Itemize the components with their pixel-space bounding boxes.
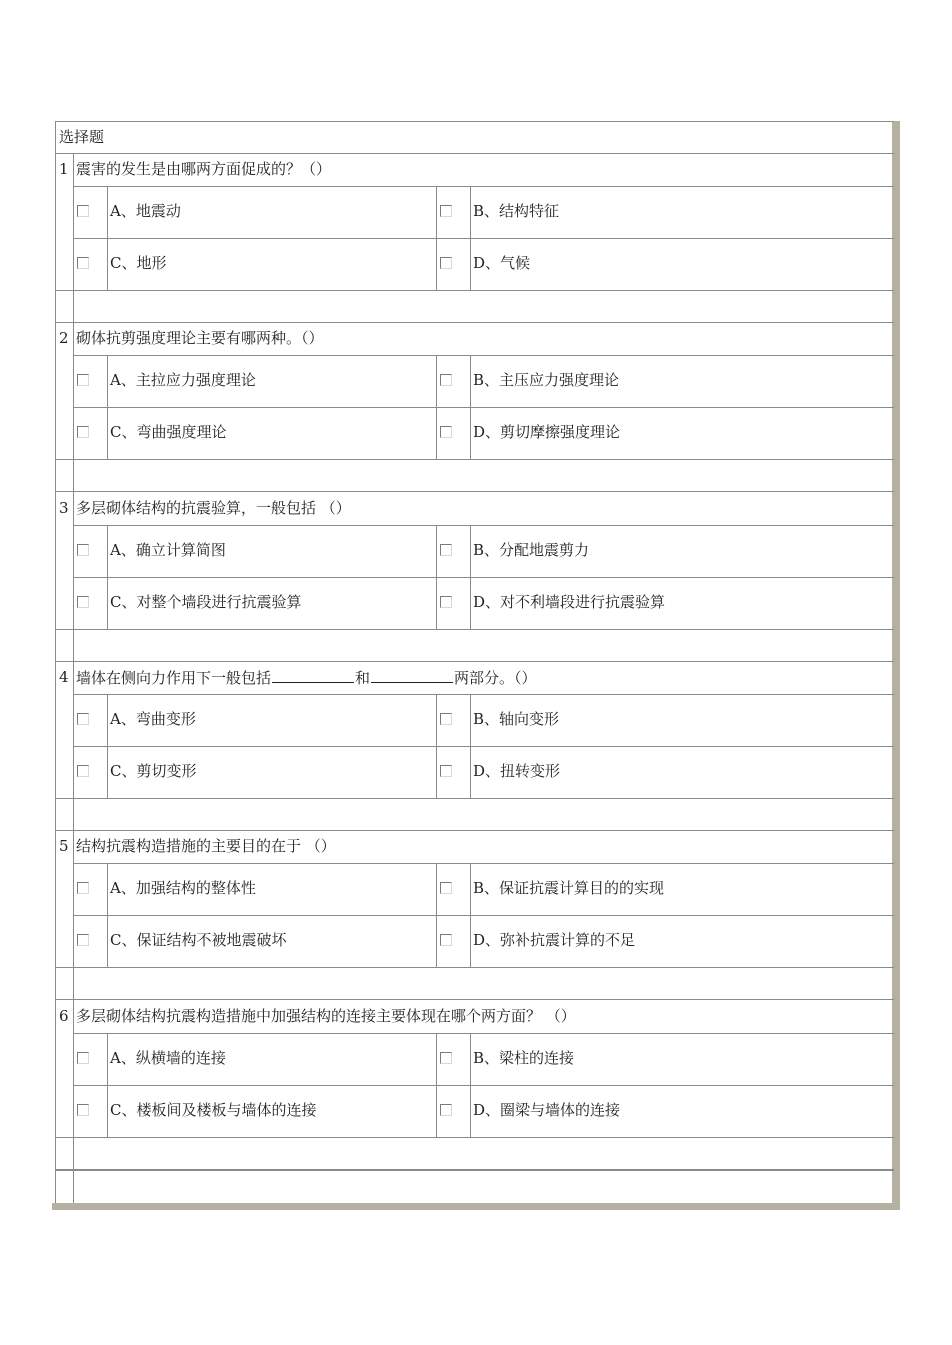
table-rule	[73, 1085, 894, 1086]
table-rule	[73, 863, 894, 864]
table-rule	[107, 863, 108, 967]
question-number: 4	[59, 668, 69, 686]
option-label: A、加强结构的整体性	[110, 879, 256, 897]
table-rule	[73, 492, 74, 661]
option-label: C、保证结构不被地震破坏	[110, 931, 287, 949]
table-rule	[73, 694, 894, 695]
table-rule	[436, 186, 437, 290]
option-checkbox[interactable]	[440, 713, 452, 725]
question-number: 5	[59, 837, 69, 855]
table-rule	[107, 694, 108, 798]
option-checkbox[interactable]	[77, 544, 89, 556]
sheet-shadow-right	[892, 121, 900, 1210]
table-rule	[73, 525, 894, 526]
question-number: 1	[59, 160, 69, 178]
option-checkbox[interactable]	[77, 934, 89, 946]
table-rule	[73, 577, 894, 578]
option-label: D、气候	[473, 254, 531, 272]
option-checkbox[interactable]	[440, 374, 452, 386]
table-rule	[73, 661, 74, 830]
option-checkbox[interactable]	[440, 1104, 452, 1116]
table-rule	[73, 746, 894, 747]
question-text-part: 和	[355, 669, 371, 687]
table-rule	[470, 525, 471, 629]
fill-in-blank	[371, 667, 453, 683]
option-checkbox[interactable]	[440, 882, 452, 894]
option-label: D、弥补抗震计算的不足	[473, 931, 636, 949]
table-rule	[55, 830, 894, 831]
table-rule	[73, 355, 894, 356]
option-label: B、分配地震剪力	[473, 541, 590, 559]
table-rule	[55, 798, 894, 799]
table-rule	[73, 830, 74, 999]
table-rule	[436, 1033, 437, 1137]
table-rule	[55, 121, 894, 122]
table-rule	[107, 186, 108, 290]
table-rule	[55, 153, 894, 154]
option-checkbox[interactable]	[77, 257, 89, 269]
question-text: 砌体抗剪强度理论主要有哪两种。（）	[76, 329, 324, 347]
table-rule	[73, 407, 894, 408]
fill-in-blank	[272, 667, 354, 683]
option-label: B、保证抗震计算目的的实现	[473, 879, 665, 897]
option-label: C、楼板间及楼板与墙体的连接	[110, 1101, 317, 1119]
table-rule	[55, 491, 894, 492]
table-rule	[436, 863, 437, 967]
option-checkbox[interactable]	[77, 882, 89, 894]
table-rule	[55, 322, 894, 323]
table-rule	[55, 121, 56, 1203]
option-label: B、轴向变形	[473, 710, 560, 728]
table-rule	[73, 322, 74, 491]
option-checkbox[interactable]	[440, 426, 452, 438]
option-checkbox[interactable]	[440, 1052, 452, 1064]
option-label: A、弯曲变形	[110, 710, 196, 728]
table-rule	[73, 1169, 74, 1203]
option-checkbox[interactable]	[77, 205, 89, 217]
question-text-part: 墙体在侧向力作用下一般包括	[76, 669, 272, 687]
option-label: B、主压应力强度理论	[473, 371, 620, 389]
table-rule	[55, 290, 894, 291]
option-label: C、剪切变形	[110, 762, 197, 780]
table-rule	[107, 525, 108, 629]
option-checkbox[interactable]	[440, 765, 452, 777]
question-number: 6	[59, 1007, 69, 1025]
table-rule	[73, 238, 894, 239]
question-text: 震害的发生是由哪两方面促成的？（）	[76, 160, 332, 178]
table-rule	[55, 661, 894, 662]
table-rule	[107, 355, 108, 459]
option-checkbox[interactable]	[440, 596, 452, 608]
option-label: D、扭转变形	[473, 762, 561, 780]
question-text: 多层砌体结构的抗震验算，一般包括 （）	[76, 499, 351, 517]
table-rule	[73, 1033, 894, 1034]
table-rule	[436, 525, 437, 629]
table-rule	[55, 629, 894, 630]
question-text: 多层砌体结构抗震构造措施中加强结构的连接主要体现在哪个两方面？ （）	[76, 1007, 576, 1025]
question-text-part: 两部分。（）	[454, 669, 537, 687]
option-label: A、主拉应力强度理论	[110, 371, 256, 389]
table-rule	[470, 1033, 471, 1137]
question-number: 3	[59, 499, 69, 517]
option-checkbox[interactable]	[77, 765, 89, 777]
option-checkbox[interactable]	[77, 1052, 89, 1064]
section-title: 选择题	[59, 128, 105, 146]
table-rule	[436, 694, 437, 798]
table-rule	[107, 1033, 108, 1137]
option-label: A、纵横墙的连接	[110, 1049, 226, 1067]
option-checkbox[interactable]	[440, 205, 452, 217]
table-rule	[55, 1170, 894, 1171]
table-rule	[436, 355, 437, 459]
question-number: 2	[59, 329, 69, 347]
option-label: B、梁柱的连接	[473, 1049, 575, 1067]
table-rule	[73, 915, 894, 916]
option-checkbox[interactable]	[77, 426, 89, 438]
table-rule	[55, 459, 894, 460]
option-checkbox[interactable]	[77, 596, 89, 608]
option-label: C、地形	[110, 254, 167, 272]
option-label: C、弯曲强度理论	[110, 423, 227, 441]
option-checkbox[interactable]	[440, 934, 452, 946]
option-label: D、圈梁与墙体的连接	[473, 1101, 621, 1119]
option-checkbox[interactable]	[77, 374, 89, 386]
option-label: D、对不利墙段进行抗震验算	[473, 593, 666, 611]
option-checkbox[interactable]	[440, 257, 452, 269]
table-rule	[73, 186, 894, 187]
table-rule	[55, 967, 894, 968]
sheet-shadow-bottom	[52, 1203, 900, 1210]
table-rule	[55, 1137, 894, 1138]
option-checkbox[interactable]	[77, 1104, 89, 1116]
table-rule	[470, 355, 471, 459]
option-label: D、剪切摩擦强度理论	[473, 423, 621, 441]
option-label: B、结构特征	[473, 202, 560, 220]
table-rule	[73, 153, 74, 322]
option-checkbox[interactable]	[77, 713, 89, 725]
table-rule	[470, 186, 471, 290]
option-label: A、地震动	[110, 202, 181, 220]
question-text: 结构抗震构造措施的主要目的在于 （）	[76, 837, 336, 855]
option-checkbox[interactable]	[440, 544, 452, 556]
option-label: A、确立计算简图	[110, 541, 226, 559]
table-rule	[470, 694, 471, 798]
table-rule	[470, 863, 471, 967]
table-rule	[55, 999, 894, 1000]
question-text	[76, 667, 537, 688]
option-label: C、对整个墙段进行抗震验算	[110, 593, 302, 611]
table-rule	[73, 1000, 74, 1169]
